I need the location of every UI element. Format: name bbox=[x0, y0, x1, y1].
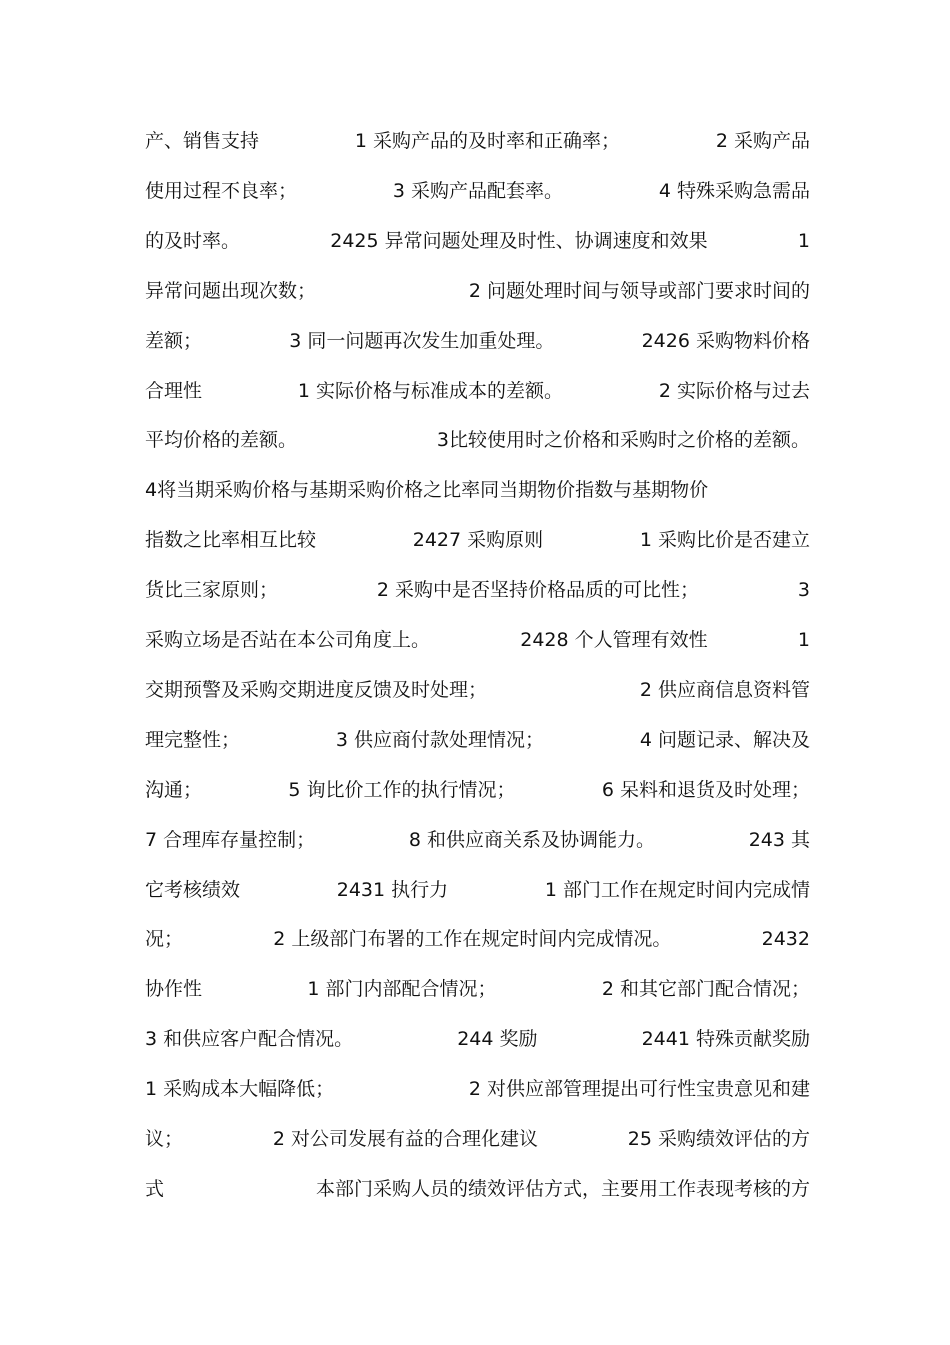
text-segment: 2427 采购原则 bbox=[412, 529, 544, 551]
text-segment: 议； bbox=[145, 1128, 184, 1150]
text-line bbox=[145, 275, 810, 307]
text-line bbox=[145, 1123, 810, 1155]
text-line bbox=[145, 424, 810, 456]
text-segment: 2441 特殊贡献奖励 bbox=[641, 1028, 810, 1050]
text-segment: 3比较使用时之价格和采购时之价格的差额。 bbox=[436, 429, 810, 451]
text-segment: 243 其 bbox=[748, 829, 810, 851]
text-segment: 1 实际价格与标准成本的差额。 bbox=[297, 380, 563, 402]
text-line bbox=[145, 375, 810, 407]
text-segment: 异常问题出现次数； bbox=[145, 280, 317, 302]
text-segment: 产、销售支持 bbox=[145, 130, 260, 152]
text-segment: 3 同一问题再次发生加重处理。 bbox=[289, 330, 555, 352]
text-segment: 1 采购成本大幅降低； bbox=[145, 1078, 335, 1100]
text-segment: 理完整性； bbox=[145, 729, 241, 751]
text-line bbox=[145, 774, 810, 806]
text-segment: 2 问题处理时间与领导或部门要求时间的 bbox=[468, 280, 810, 302]
text-line bbox=[145, 574, 810, 606]
text-line bbox=[145, 175, 810, 207]
text-segment: 2425 异常问题处理及时性、协调速度和效果 bbox=[330, 230, 708, 252]
text-segment: 244 奖励 bbox=[457, 1028, 538, 1050]
text-segment: 本部门采购人员的绩效评估方式，主要用工作表现考核的方 bbox=[315, 1178, 810, 1200]
text-segment: 2 实际价格与过去 bbox=[658, 380, 810, 402]
text-segment: 3 bbox=[797, 579, 810, 601]
text-segment: 况； bbox=[145, 928, 184, 950]
text-segment: 8 和供应商关系及协调能力。 bbox=[408, 829, 655, 851]
text-segment: 2431 执行力 bbox=[336, 879, 449, 901]
text-segment: 2432 bbox=[761, 928, 810, 950]
text-segment: 7 合理库存量控制； bbox=[145, 829, 316, 851]
text-segment: 的及时率。 bbox=[145, 230, 241, 252]
text-segment: 3 采购产品配套率。 bbox=[392, 180, 563, 202]
text-segment: 2 采购中是否坚持价格品质的可比性； bbox=[376, 579, 700, 601]
text-line bbox=[145, 1023, 810, 1055]
text-segment: 1 部门工作在规定时间内完成情 bbox=[544, 879, 810, 901]
text-line bbox=[145, 225, 810, 257]
text-line bbox=[145, 923, 810, 955]
text-segment: 平均价格的差额。 bbox=[145, 429, 298, 451]
text-segment: 协作性 bbox=[145, 978, 203, 1000]
text-line bbox=[145, 325, 810, 357]
text-segment: 5 询比价工作的执行情况； bbox=[288, 779, 516, 801]
text-segment: 3 供应商付款处理情况； bbox=[335, 729, 544, 751]
text-segment: 它考核绩效 bbox=[145, 879, 241, 901]
text-segment: 25 采购绩效评估的方 bbox=[627, 1128, 810, 1150]
text-line bbox=[145, 125, 810, 157]
text-segment: 1 采购比价是否建立 bbox=[639, 529, 810, 551]
text-segment: 6 呆料和退货及时处理； bbox=[601, 779, 810, 801]
text-segment: 1 部门内部配合情况； bbox=[307, 978, 497, 1000]
text-segment: 式 bbox=[145, 1178, 165, 1200]
text-line bbox=[145, 724, 810, 756]
text-segment: 交期预警及采购交期进度反馈及时处理； bbox=[145, 679, 488, 701]
text-segment: 1 bbox=[797, 230, 810, 252]
text-segment: 货比三家原则； bbox=[145, 579, 279, 601]
text-segment: 2 对公司发展有益的合理化建议 bbox=[272, 1128, 538, 1150]
text-line bbox=[145, 973, 810, 1005]
text-segment: 2 和其它部门配合情况； bbox=[601, 978, 810, 1000]
text-segment: 1 采购产品的及时率和正确率； bbox=[354, 130, 620, 152]
text-segment: 4 问题记录、解决及 bbox=[639, 729, 810, 751]
text-line bbox=[145, 674, 810, 706]
text-segment: 3 和供应客户配合情况。 bbox=[145, 1028, 354, 1050]
text-segment: 2428 个人管理有效性 bbox=[520, 629, 708, 651]
text-segment: 差额； bbox=[145, 330, 203, 352]
text-segment: 合理性 bbox=[145, 380, 203, 402]
text-segment: 指数之比率相互比较 bbox=[145, 529, 317, 551]
text-line bbox=[145, 524, 810, 556]
text-segment: 4将当期采购价格与基期采购价格之比率同当期物价指数与基期物价 bbox=[145, 479, 709, 501]
text-line bbox=[145, 1073, 810, 1105]
text-line bbox=[145, 474, 810, 506]
text-line bbox=[145, 874, 810, 906]
text-segment: 采购立场是否站在本公司角度上。 bbox=[145, 629, 431, 651]
text-segment: 2 供应商信息资料管 bbox=[639, 679, 810, 701]
text-line bbox=[145, 1173, 810, 1205]
text-segment: 2 上级部门布署的工作在规定时间内完成情况。 bbox=[273, 928, 672, 950]
text-segment: 使用过程不良率； bbox=[145, 180, 298, 202]
text-segment: 2 采购产品 bbox=[715, 130, 810, 152]
text-segment: 4 特殊采购急需品 bbox=[658, 180, 810, 202]
text-segment: 1 bbox=[797, 629, 810, 651]
text-segment: 2426 采购物料价格 bbox=[641, 330, 810, 352]
text-line bbox=[145, 824, 810, 856]
text-segment: 沟通； bbox=[145, 779, 203, 801]
text-segment: 2 对供应部管理提出可行性宝贵意见和建 bbox=[468, 1078, 810, 1100]
text-line bbox=[145, 624, 810, 656]
